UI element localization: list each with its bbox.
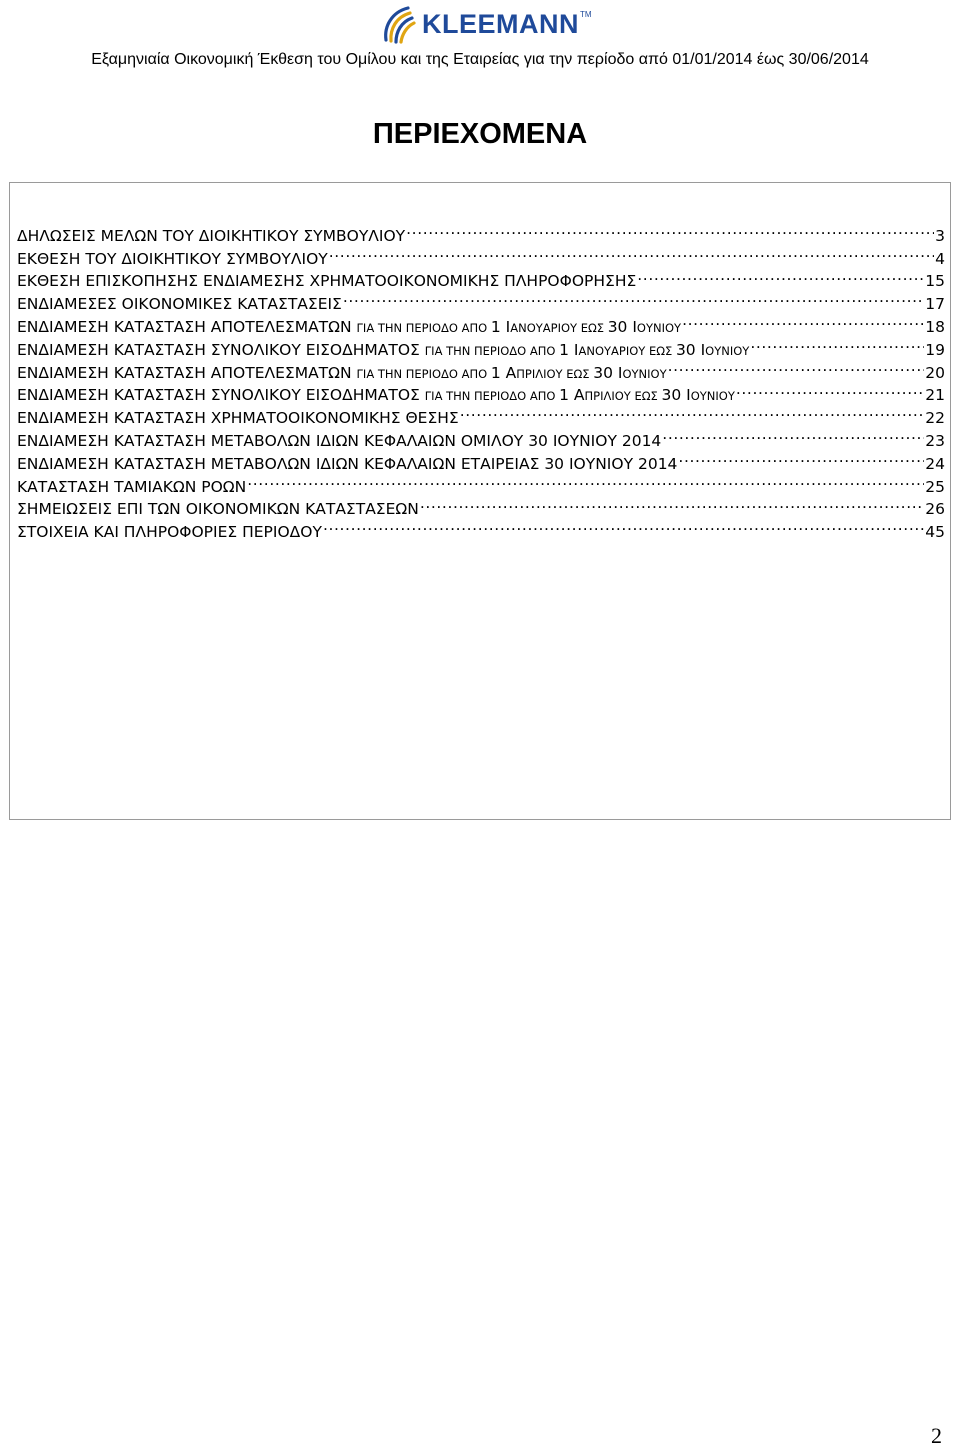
page-title: ΠΕΡΙΕΧΟΜΕΝΑ xyxy=(372,118,588,150)
toc-entry[interactable] xyxy=(17,309,945,332)
toc-entry-title xyxy=(17,476,246,492)
toc-entry-title xyxy=(17,293,342,309)
toc-title-segment: ΟΥΝΙΟΥ xyxy=(705,343,750,355)
toc-dot-leader xyxy=(246,469,924,492)
toc-title-segment: 30 Ι xyxy=(593,363,623,378)
toc-entry[interactable] xyxy=(17,218,945,241)
toc-title-segment: ΕΝΔΙΑΜΕΣΗ ΚΑΤΑΣΤΑΣΗ ΑΠΟΤΕΛΕΣΜΑΤΩΝ xyxy=(17,317,357,332)
toc-dot-leader xyxy=(661,423,924,446)
toc-title-segment: ΓΙΑ ΤΗΝ ΠΕΡΙΟΔΟ ΑΠΟ xyxy=(424,343,560,355)
toc-entry[interactable] xyxy=(17,332,945,355)
toc-title-segment: 1 Ι xyxy=(559,340,579,355)
toc-dot-leader xyxy=(681,309,924,332)
toc-entry-title xyxy=(17,430,661,446)
toc-title-segment: ΕΚΘΕΣΗ ΤΟΥ ΔΙΟΙΚΗΤΙΚΟΥ ΣΥΜΒΟΥΛΙΟΥ xyxy=(17,249,328,264)
toc-entry[interactable] xyxy=(17,355,945,378)
toc-entry-title xyxy=(17,521,322,537)
toc-entry-page: 20 xyxy=(925,363,945,378)
toc-title-segment: 30 Ι xyxy=(607,317,637,332)
toc-title-segment: 1 Ι xyxy=(490,317,511,332)
toc-entry-title xyxy=(17,498,419,514)
toc-title-segment: 1 Α xyxy=(559,386,585,401)
toc-title-segment: ΕΝΔΙΑΜΕΣΗ ΚΑΤΑΣΤΑΣΗ ΣΥΝΟΛΙΚΟΥ ΕΙΣΟΔΗΜΑΤΟΣ xyxy=(17,340,425,355)
toc-dot-leader xyxy=(677,446,924,469)
toc-entry-title xyxy=(17,407,459,423)
toc-entry-page: 18 xyxy=(925,317,945,332)
toc-entry-page: 25 xyxy=(925,477,945,492)
toc-title-segment: ΟΥΝΙΟΥ xyxy=(690,389,735,401)
toc-entry-title xyxy=(17,453,677,469)
toc-title-segment: ΕΚΘΕΣΗ ΕΠΙΣΚΟΠΗΣΗΣ ΕΝΔΙΑΜΕΣΗΣ ΧΡΗΜΑΤΟΟΙΚΟΝΟΜΙΚΗΣ ΠΛΗΡΟΦΟΡΗΣΗΣ xyxy=(17,272,637,287)
report-header: Εξαμηνιαία Οικονομική Έκθεση του Ομίλου και της Εταιρείας για την περίοδο από 01/01/2014 έως 30/06/2014 xyxy=(91,51,869,68)
toc-entry-page: 19 xyxy=(925,340,945,355)
toc-entry-title xyxy=(17,225,405,241)
toc-entry-page: 3 xyxy=(935,226,945,241)
toc-entry[interactable] xyxy=(17,469,945,492)
toc-title-segment: 30 Ι xyxy=(675,340,706,355)
toc-title-segment: ΕΝΔΙΑΜΕΣΗ ΚΑΤΑΣΤΑΣΗ ΧΡΗΜΑΤΟΟΙΚΟΝΟΜΙΚΗΣ ΘΕΣΗΣ xyxy=(17,409,459,424)
toc-entry-page: 45 xyxy=(925,523,945,538)
toc-entry-page: 15 xyxy=(925,272,945,287)
toc-title-segment: ΓΙΑ ΤΗΝ ΠΕΡΙΟΔΟ ΑΠΟ xyxy=(424,389,560,401)
toc-entry-page: 23 xyxy=(925,431,945,446)
toc-dot-leader xyxy=(342,286,924,309)
toc-dot-leader xyxy=(636,264,924,287)
toc-title-segment: ΟΥΝΙΟΥ xyxy=(622,366,667,378)
toc-entry-title xyxy=(17,362,667,378)
toc-title-segment: ΕΝΔΙΑΜΕΣΗ ΚΑΤΑΣΤΑΣΗ ΜΕΤΑΒΟΛΩΝ ΙΔΙΩΝ ΚΕΦΑΛΑΙΩΝ ΕΤΑΙΡΕΙΑΣ 30 ΙΟΥΝΙΟΥ 2014 xyxy=(17,454,678,469)
toc-dot-leader xyxy=(328,241,934,264)
toc-entry[interactable] xyxy=(17,514,945,537)
toc-title-segment: ΑΝΟΥΑΡΙΟΥ ΕΩΣ xyxy=(578,343,676,355)
toc-entry[interactable] xyxy=(17,241,945,264)
toc-entry-page: 24 xyxy=(925,454,945,469)
toc-title-segment: ΣΗΜΕΙΩΣΕΙΣ ΕΠΙ ΤΩΝ ΟΙΚΟΝΟΜΙΚΩΝ ΚΑΤΑΣΤΑΣΕΩΝ xyxy=(17,500,419,515)
toc-dot-leader xyxy=(405,218,934,241)
toc-entry-title xyxy=(17,339,749,355)
toc-entry-page: 21 xyxy=(925,386,945,401)
toc-title-segment: 30 Ι xyxy=(661,386,691,401)
toc-title-segment: ΑΝΟΥΑΡΙΟΥ ΕΩΣ xyxy=(510,320,608,332)
toc-entry-page: 4 xyxy=(935,249,945,264)
toc-entry-page: 26 xyxy=(925,500,945,515)
toc-entry[interactable] xyxy=(17,446,945,469)
toc-title-segment: ΚΑΤΑΣΤΑΣΗ ΤΑΜΙΑΚΩΝ ΡΟΩΝ xyxy=(17,477,247,492)
toc-entry[interactable] xyxy=(17,400,945,423)
toc-dot-leader xyxy=(749,332,924,355)
toc-entry-title xyxy=(17,270,636,286)
toc-entry[interactable] xyxy=(17,378,945,401)
toc-dot-leader xyxy=(667,355,925,378)
toc-entry-title xyxy=(17,384,735,400)
toc-title-segment: ΓΙΑ ΤΗΝ ΠΕΡΙΟΔΟ ΑΠΟ xyxy=(356,320,491,332)
toc-title-segment: ΔΗΛΩΣΕΙΣ ΜΕΛΩΝ ΤΟΥ ΔΙΟΙΚΗΤΙΚΟΥ ΣΥΜΒΟΥΛΙΟΥ xyxy=(17,226,406,241)
toc-entry-page: 17 xyxy=(925,295,945,310)
toc-entry[interactable] xyxy=(17,264,945,287)
toc-title-segment: ΕΝΔΙΑΜΕΣΗ ΚΑΤΑΣΤΑΣΗ ΣΥΝΟΛΙΚΟΥ ΕΙΣΟΔΗΜΑΤΟΣ xyxy=(17,386,425,401)
toc-dot-leader xyxy=(322,514,924,537)
toc-title-segment: ΕΝΔΙΑΜΕΣΗ ΚΑΤΑΣΤΑΣΗ ΜΕΤΑΒΟΛΩΝ ΙΔΙΩΝ ΚΕΦΑΛΑΙΩΝ ΟΜΙΛΟΥ 30 ΙΟΥΝΙΟΥ 2014 xyxy=(17,431,662,446)
toc-entry[interactable] xyxy=(17,423,945,446)
toc-title-segment: 1 Α xyxy=(490,363,517,378)
toc-title-segment: ΠΡΙΛΙΟΥ ΕΩΣ xyxy=(584,389,662,401)
toc-title-segment: ΕΝΔΙΑΜΕΣΕΣ ΟΙΚΟΝΟΜΙΚΕΣ ΚΑΤΑΣΤΑΣΕΙΣ xyxy=(17,295,342,310)
company-logo xyxy=(380,2,592,46)
page-number: 2 xyxy=(931,1423,942,1448)
table-of-contents xyxy=(9,182,951,820)
toc-entry-title xyxy=(17,316,681,332)
toc-dot-leader xyxy=(735,378,924,401)
toc-entry[interactable] xyxy=(17,286,945,309)
trademark-mark: TM xyxy=(580,10,592,19)
toc-entry[interactable] xyxy=(17,492,945,515)
toc-dot-leader xyxy=(459,400,925,423)
toc-title-segment: ΕΝΔΙΑΜΕΣΗ ΚΑΤΑΣΤΑΣΗ ΑΠΟΤΕΛΕΣΜΑΤΩΝ xyxy=(17,363,357,378)
toc-title-segment: ΓΙΑ ΤΗΝ ΠΕΡΙΟΔΟ ΑΠΟ xyxy=(356,366,491,378)
toc-title-segment: ΟΥΝΙΟΥ xyxy=(636,320,682,332)
toc-title-segment: ΠΡΙΛΙΟΥ ΕΩΣ xyxy=(516,366,594,378)
kleemann-swirl-icon xyxy=(380,4,420,44)
toc-entry-page: 22 xyxy=(925,409,945,424)
toc-title-segment: ΣΤΟΙΧΕΙΑ ΚΑΙ ΠΛΗΡΟΦΟΡΙΕΣ ΠΕΡΙΟΔΟΥ xyxy=(17,523,322,538)
toc-entry-title xyxy=(17,248,328,264)
logo-wordmark: KLEEMANN xyxy=(422,8,579,39)
toc-list xyxy=(17,218,945,537)
toc-dot-leader xyxy=(419,492,924,515)
